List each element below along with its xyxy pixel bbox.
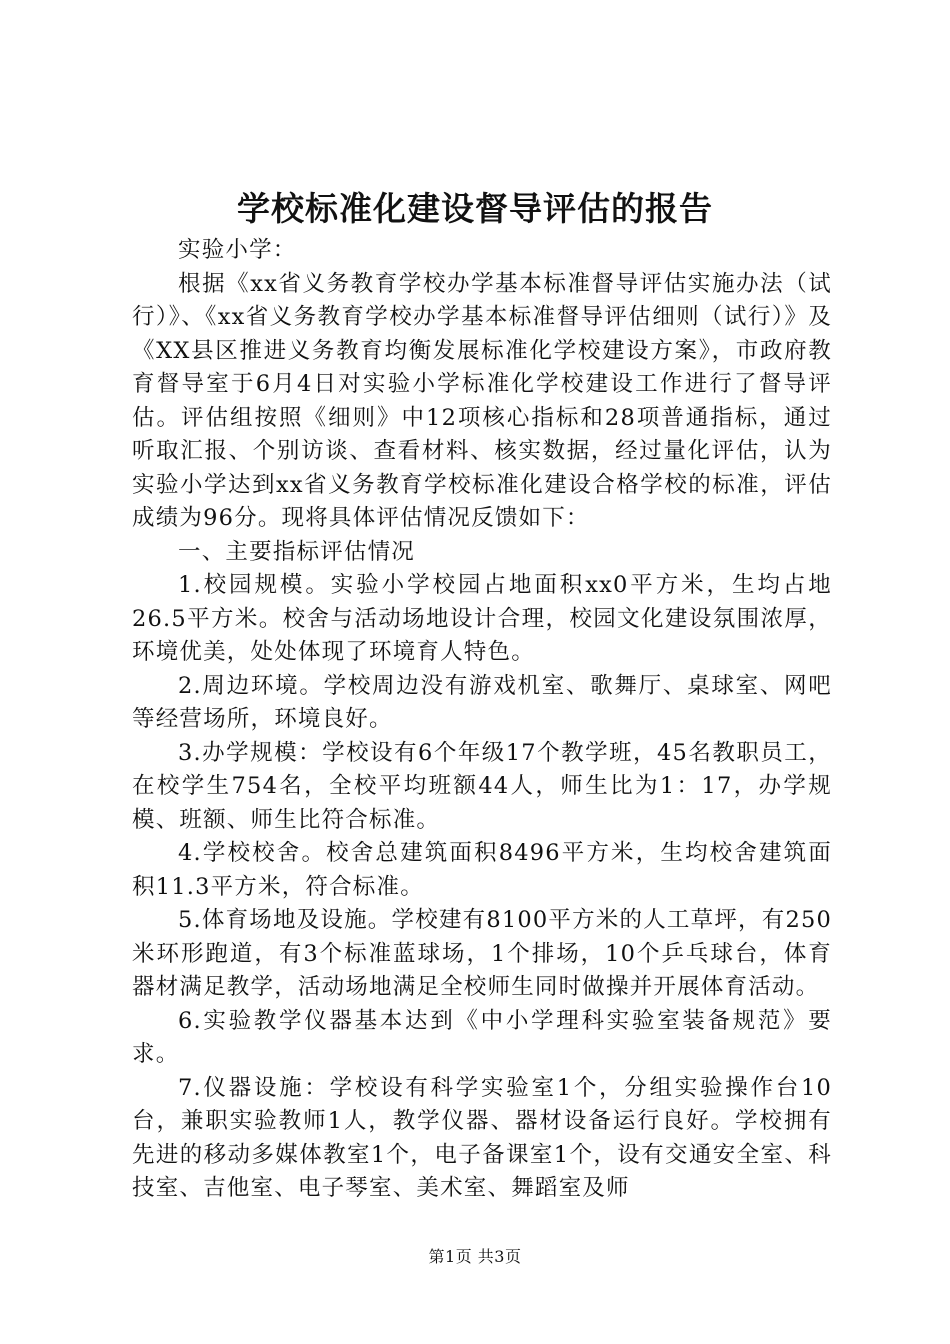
item-paragraph: 5.体育场地及设施。学校建有8100平方米的人工草坪，有250米环形跑道，有3个标准蓝球场，1个排场，10个乒乓球台，体育器材满足教学，活动场地满足全校师生同时做操并开展体育活动。 xyxy=(132,907,832,1000)
page-footer: 第1页 共3页 xyxy=(428,1247,522,1266)
salutation: 实验小学： xyxy=(178,237,297,263)
document-title: 学校标准化建设督导评估的报告 xyxy=(237,189,713,228)
item-paragraph: 6.实验教学仪器基本达到《中小学理科实验室装备规范》要求。 xyxy=(132,1007,832,1067)
item-paragraph: 3.办学规模：学校设有6个年级17个教学班，45名教职员工，在校学生754名，全校平均班额44人，师生比为1：17，办学规模、班额、师生比符合标准。 xyxy=(132,739,832,833)
item-paragraph: 2.周边环境。学校周边没有游戏机室、歌舞厅、桌球室、网吧等经营场所，环境良好。 xyxy=(132,672,832,732)
section-heading: 一、主要指标评估情况 xyxy=(178,538,416,565)
item-paragraph: 1.校园规模。实验小学校园占地面积xx0平方米，生均占地26.5平方米。校舍与活动场地设计合理，校园文化建设氛围浓厚，环境优美，处处体现了环境育人特色。 xyxy=(132,572,832,665)
item-paragraph: 4.学校校舍。校舍总建筑面积8496平方米，生均校舍建筑面积11.3平方米，符合标准。 xyxy=(132,840,832,900)
intro-paragraph: 根据《xx省义务教育学校办学基本标准督导评估实施办法（试行）》、《xx省义务教育学校办学基本标准督导评估细则（试行）》及《XX县区推进义务教育均衡发展标准化学校建设方案》，市政府教育督导室于6月4日对实验小学标准化学校建设工作进行了督导评估。评估组按照《细则》中12项核心指标和28项普通指标，通过听取汇报、个别访谈、查看材料、核实数据，经过量化评估，认为实验小学达到xx省义务教育学校标准化建设合格学校的标准，评估成绩为96分。现将具体评估情况反馈如下： xyxy=(132,270,832,531)
document-body xyxy=(132,234,832,1206)
item-paragraph: 7.仪器设施：学校设有科学实验室1个，分组实验操作台10台，兼职实验教师1人，教学仪器、器材设备运行良好。学校拥有先进的移动多媒体教室1个，电子备课室1个，设有交通安全室、科技室、吉他室、电子琴室、美术室、舞蹈室及师 xyxy=(132,1074,832,1201)
